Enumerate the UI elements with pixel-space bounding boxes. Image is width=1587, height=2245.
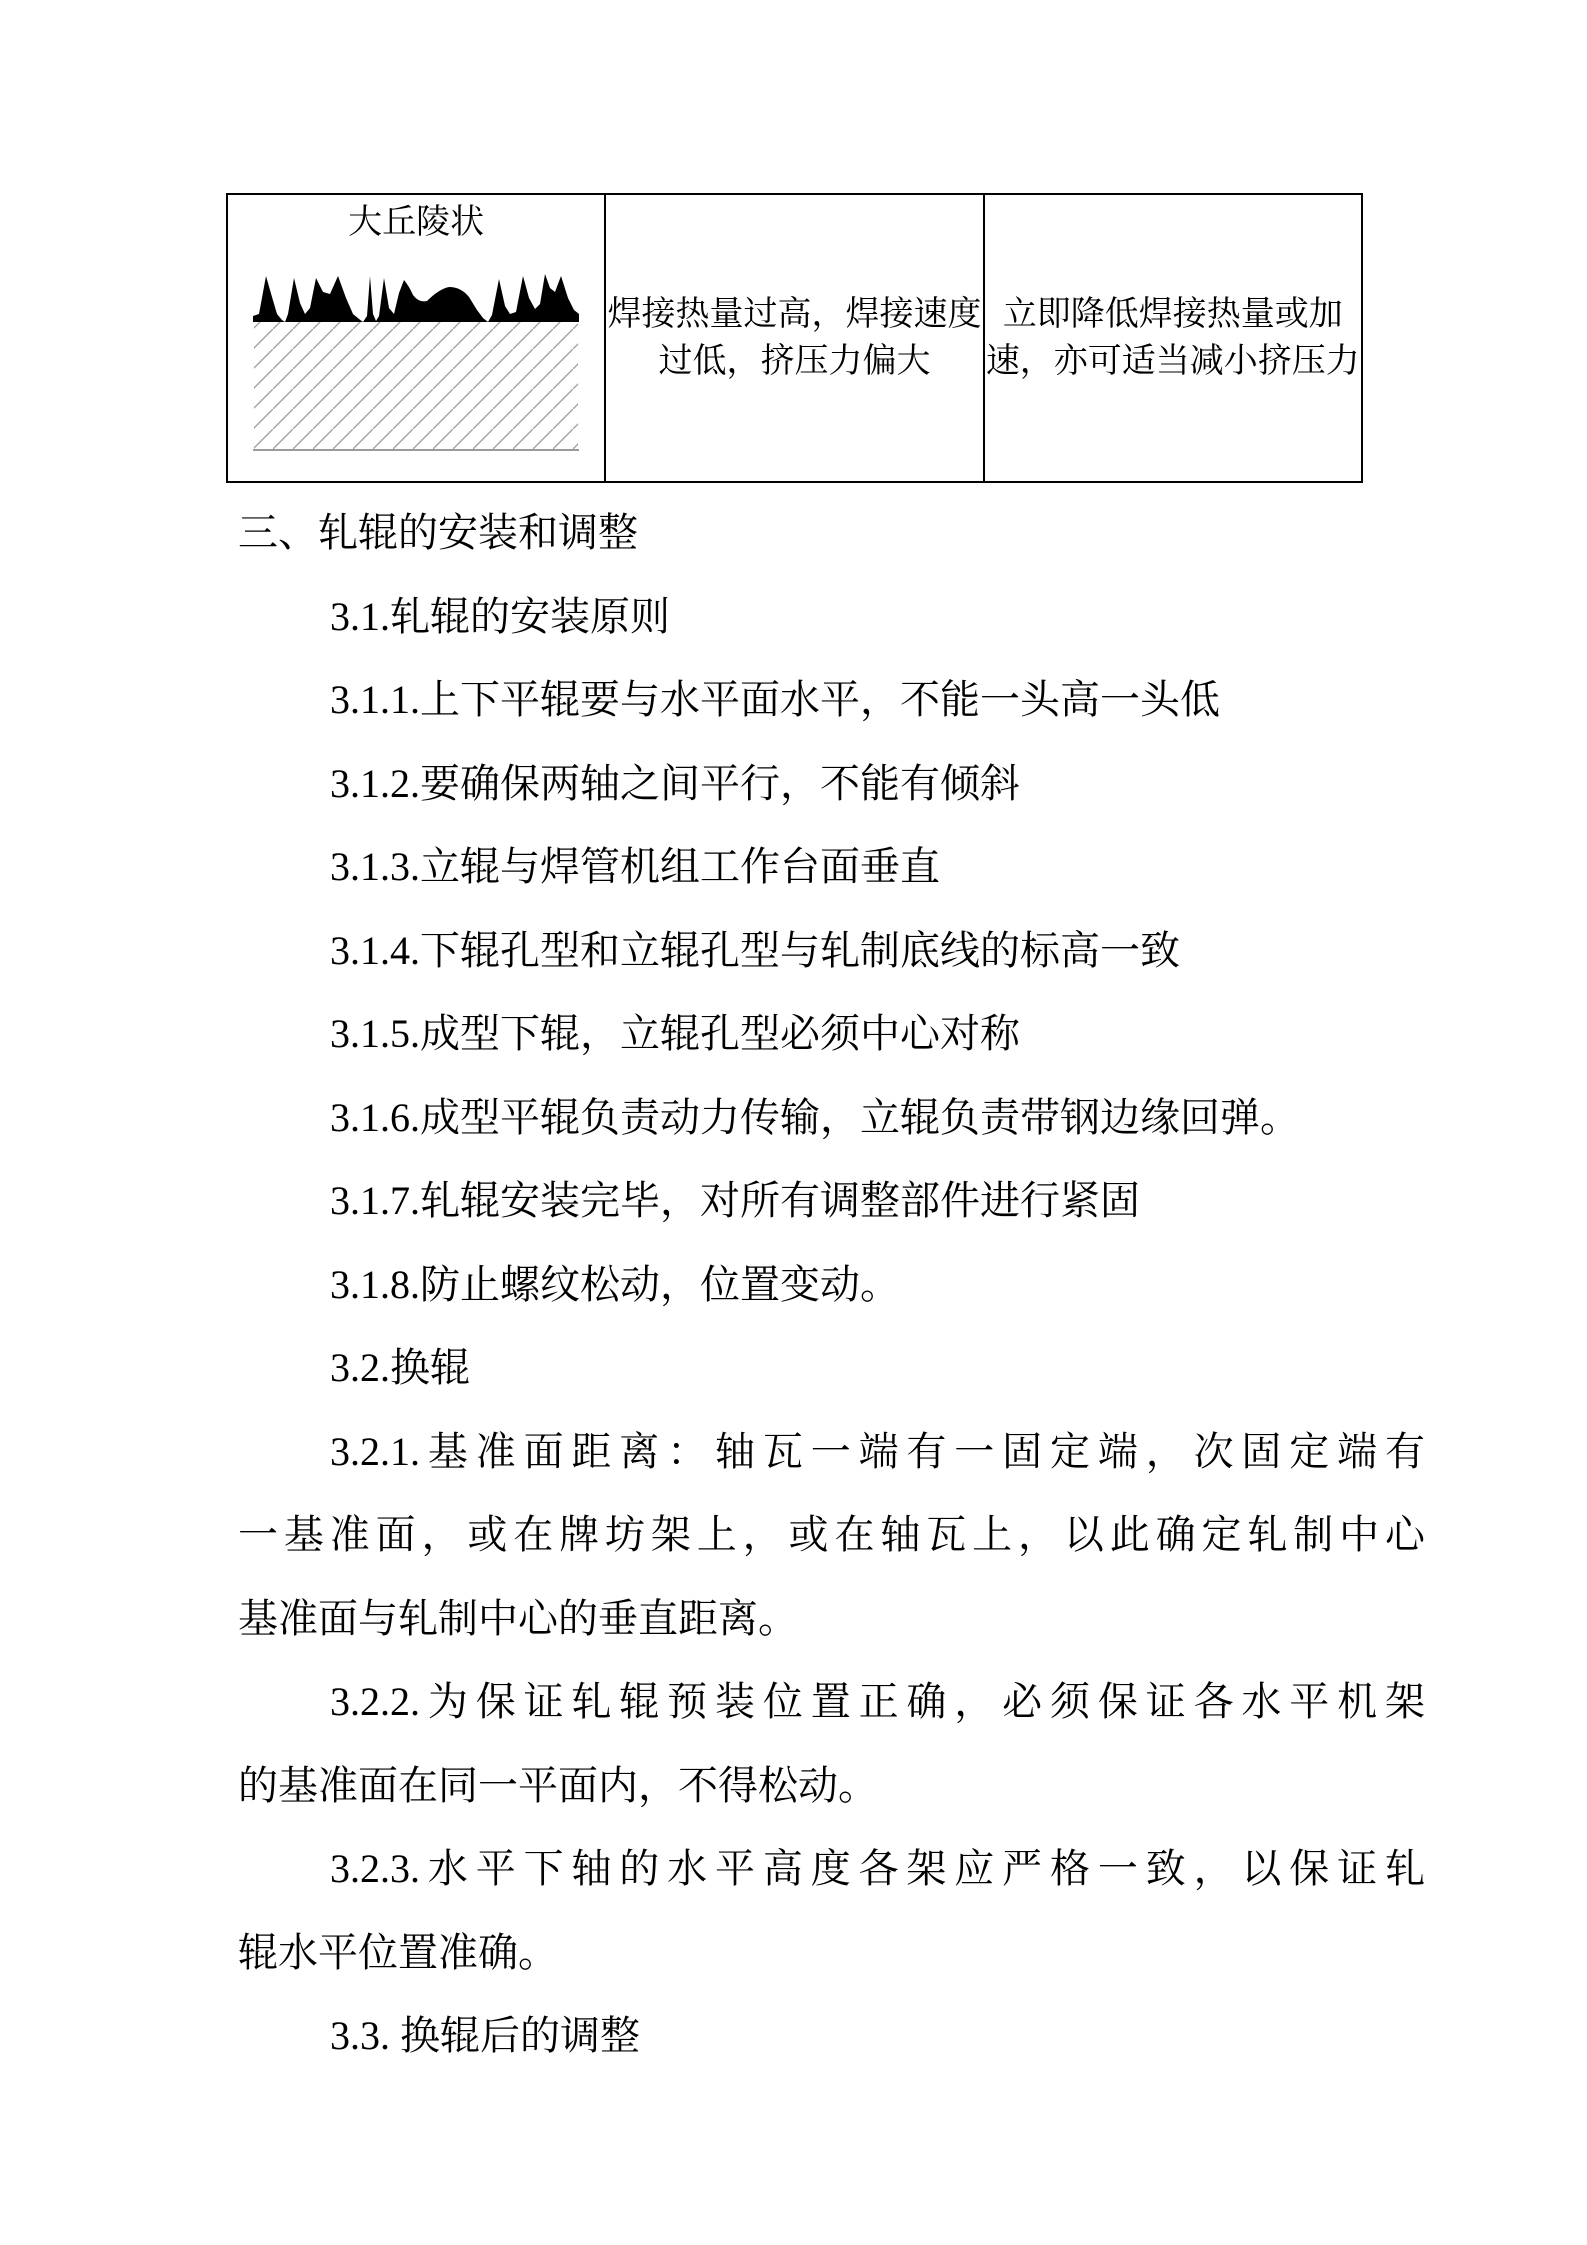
hill-silhouette-graphic [253, 269, 579, 452]
remedy-cell [985, 195, 1361, 481]
list-item: 3.1.2.要确保两轴之间平行，不能有倾斜 [330, 760, 1020, 806]
cause-cell [606, 195, 984, 481]
list-item: 3.1.3.立辊与焊管机组工作台面垂直 [330, 844, 940, 889]
list-item: 3.2.换辊 [330, 1345, 470, 1390]
list-item: 3.1.1.上下平辊要与水平面水平，不能一头高一头低 [330, 677, 1220, 722]
cause-line: 焊接热量过高，焊接速度 [607, 296, 982, 333]
defect-table [226, 193, 1363, 483]
paragraph-line: 的基准面在同一平面内，不得松动。 [238, 1762, 878, 1808]
list-item: 3.2.3.水平下轴的水平高度各架应严格一致，以保证轧 [330, 1846, 1425, 1891]
cause-line: 过低，挤压力偏大 [658, 343, 931, 380]
hill-silhouette-path [253, 274, 579, 322]
defect-type-cell [228, 195, 606, 481]
paragraph-line: 一基准面，或在牌坊架上，或在轴瓦上，以此确定轧制中心 [238, 1512, 1425, 1557]
remedy-line: 立即降低焊接热量或加 [1002, 296, 1343, 333]
list-item: 3.1.轧辊的安装原则 [330, 593, 670, 639]
list-item: 3.1.4.下辊孔型和立辊孔型与轧制底线的标高一致 [330, 927, 1180, 973]
paragraph-line: 辊水平位置准确。 [238, 1929, 558, 1975]
list-item: 3.1.8.防止螺纹松动，位置变动。 [330, 1261, 900, 1307]
hatched-base-rect [254, 321, 578, 450]
list-item: 3.1.5.成型下辊，立辊孔型必须中心对称 [330, 1011, 1020, 1056]
defect-type-label: 大丘陵状 [348, 204, 485, 241]
remedy-line: 速，亦可适当减小挤压力 [985, 343, 1360, 380]
body-text [238, 491, 1425, 2078]
list-item: 3.1.7.轧辊安装完毕，对所有调整部件进行紧固 [330, 1178, 1140, 1223]
paragraph-line: 基准面与轧制中心的垂直距离。 [238, 1595, 798, 1641]
list-item: 3.2.2.为保证轧辊预装位置正确，必须保证各水平机架 [330, 1679, 1425, 1724]
list-item: 3.2.1.基准面距离：轴瓦一端有一固定端，次固定端有 [330, 1428, 1425, 1474]
section-heading: 三、轧辊的安装和调整 [238, 510, 638, 555]
hill-defect-figure [253, 269, 579, 452]
list-item: 3.3. 换辊后的调整 [330, 2013, 640, 2058]
list-item: 3.1.6.成型平辊负责动力传输，立辊负责带钢边缘回弹。 [330, 1094, 1300, 1140]
